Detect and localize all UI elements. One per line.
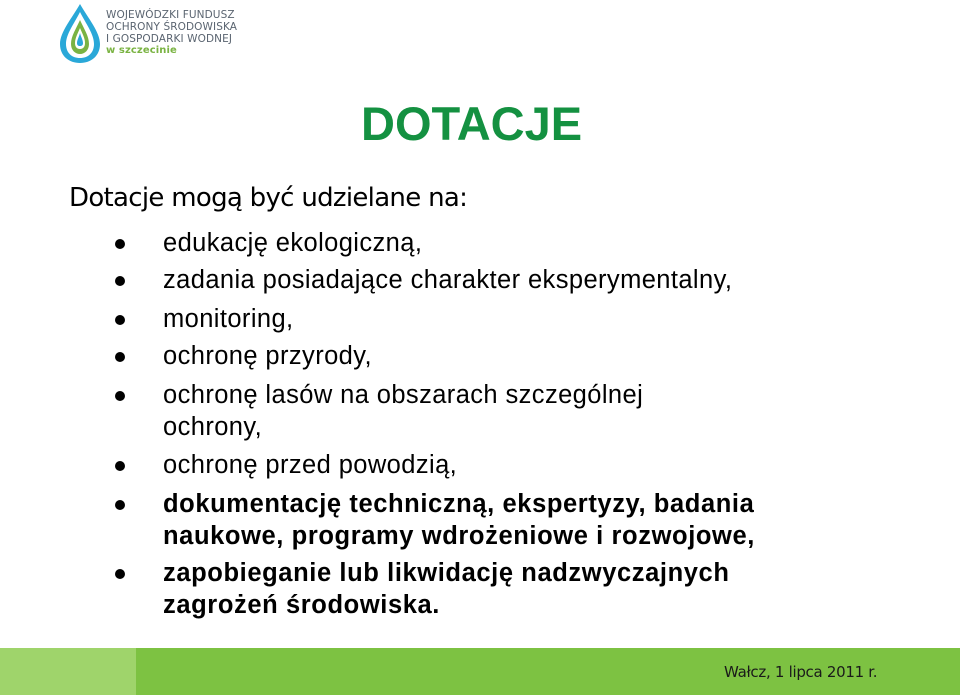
bullet-icon xyxy=(115,391,125,401)
list-item-line: zadania posiadające charakter eksperymentalny, xyxy=(163,266,733,294)
footer-date: Wałcz, 1 lipca 2011 r. xyxy=(724,663,878,681)
list-item-line: ochronę przed powodzią, xyxy=(163,451,458,479)
bullet-icon xyxy=(115,315,125,325)
list-item-line: dokumentację techniczną, ekspertyzy, badania xyxy=(163,490,755,518)
list-item-text xyxy=(163,557,903,621)
bullet-icon xyxy=(115,569,125,579)
logo-text xyxy=(106,9,237,57)
list-item-text xyxy=(163,340,903,372)
list-item-line: zapobieganie lub likwidację nadzwyczajnych xyxy=(163,559,730,587)
list-item-text xyxy=(163,264,903,296)
list-item-line: monitoring, xyxy=(163,305,294,333)
list-item-line: ochronę przyrody, xyxy=(163,342,373,370)
list-item-text xyxy=(163,449,903,481)
logo-city: w szczecinie xyxy=(106,45,177,56)
bullet-icon xyxy=(115,500,125,510)
bullet-icon xyxy=(115,461,125,471)
list-item-text xyxy=(163,379,903,443)
logo-line-3: I GOSPODARKI WODNEJ xyxy=(106,33,233,45)
list-item-line: ochrony, xyxy=(163,413,263,441)
logo-line-1: WOJEWÓDZKI FUNDUSZ xyxy=(106,9,235,21)
list-item-text xyxy=(163,227,903,259)
list-item-line: edukację ekologiczną, xyxy=(163,229,423,257)
list-item-text xyxy=(163,303,903,335)
bullet-icon xyxy=(115,239,125,249)
logo-line-2: OCHRONY ŚRODOWISKA xyxy=(106,21,238,33)
bullet-icon xyxy=(115,276,125,286)
list-item-line: zagrożeń środowiska. xyxy=(163,591,440,619)
footer-accent xyxy=(0,648,136,695)
list-item-line: naukowe, programy wdrożeniowe i rozwojowe, xyxy=(163,522,755,550)
list-item-line: ochronę lasów na obszarach szczególnej xyxy=(163,381,644,409)
intro-heading: Dotacje mogą być udzielane na: xyxy=(69,183,468,213)
page-title: DOTACJE xyxy=(361,97,583,150)
fund-logo xyxy=(56,2,256,64)
water-drop-icon xyxy=(56,2,104,64)
bullet-icon xyxy=(115,352,125,362)
footer-bar xyxy=(0,648,960,695)
list-item-text xyxy=(163,488,903,552)
